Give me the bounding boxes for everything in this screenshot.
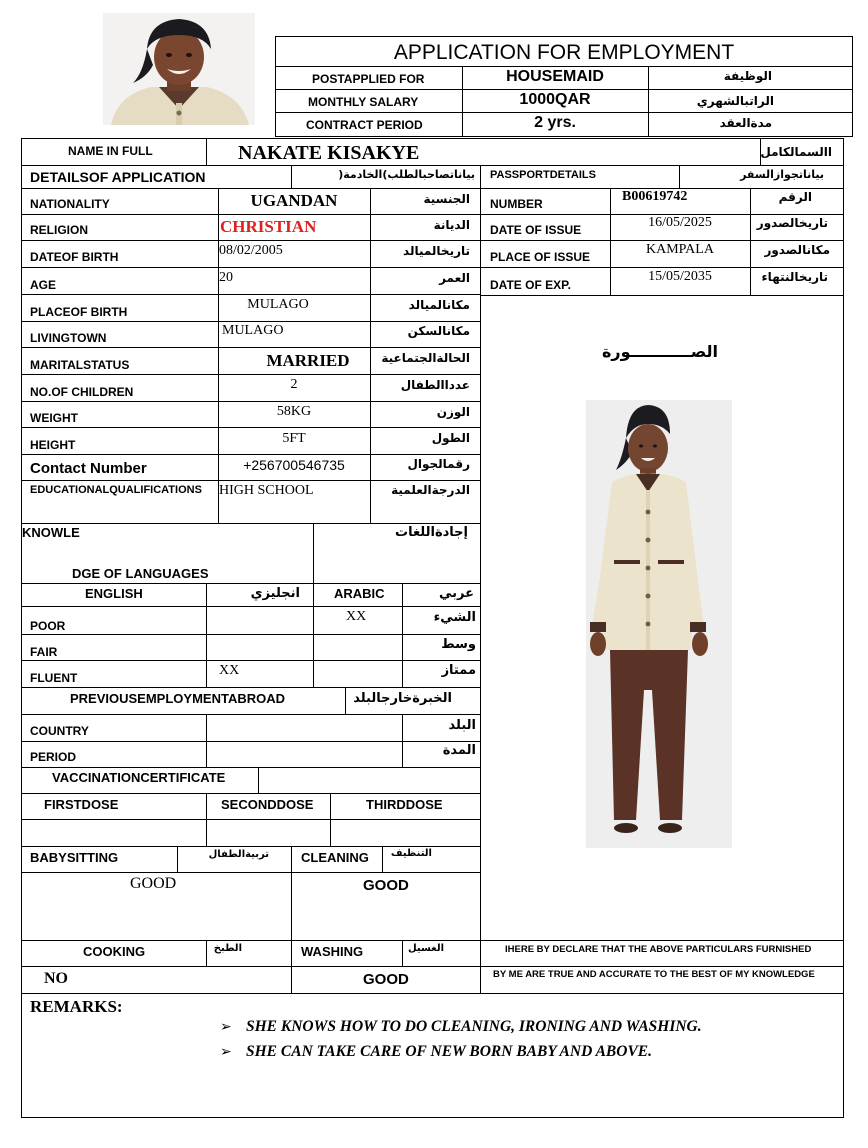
washing-label: WASHING: [301, 944, 364, 959]
contact-label: Contact Number: [30, 460, 147, 477]
education-label: EDUCATIONALQUALIFICATIONS: [30, 484, 202, 496]
contract-period-arabic: مدةالعقد: [719, 116, 772, 130]
passport-heading: PASSPORTDETAILS: [490, 169, 596, 181]
vaccination-heading: VACCINATIONCERTIFICATE: [52, 770, 226, 785]
fluent-label: FLUENT: [30, 671, 78, 685]
place-of-birth-arabic: مكانالميالد: [408, 298, 470, 312]
remark-bullet-2: ➢: [220, 1043, 232, 1059]
place-of-issue-value: KAMPALA: [646, 242, 714, 257]
arabic-header-arabic: عربي: [438, 586, 474, 601]
passport-number-value: B00619742: [622, 189, 688, 204]
photo-caption: الصـــــــــــورة: [601, 342, 719, 361]
education-value: HIGH SCHOOL: [219, 483, 314, 498]
previous-employment-arabic: الخبرةخارجالبلد: [353, 691, 452, 706]
dob-value: 08/02/2005: [219, 243, 283, 258]
post-applied-label: POSTAPPLIED FOR: [312, 72, 425, 86]
name-label: NAME IN FULL: [68, 144, 153, 158]
passport-number-label: NUMBER: [490, 197, 543, 211]
contract-period-label: CONTRACT PERIOD: [306, 118, 423, 132]
remark-bullet-1: ➢: [220, 1018, 232, 1034]
fair-label: FAIR: [30, 645, 58, 659]
cooking-arabic: الطبخ: [213, 943, 242, 954]
country-arabic: البلد: [448, 718, 476, 733]
nationality-value: UGANDAN: [250, 191, 338, 210]
passport-heading-arabic: بياناتجوازالسفر: [740, 168, 824, 181]
age-arabic: العمر: [439, 271, 470, 285]
cleaning-value: GOOD: [363, 877, 409, 894]
details-heading-arabic: بياناتصاحبالطلب)الخادمة(: [338, 168, 475, 181]
english-header: ENGLISH: [85, 586, 143, 601]
age-label: AGE: [30, 278, 57, 292]
monthly-salary-label: MONTHLY SALARY: [308, 95, 419, 109]
children-label: NO.OF CHILDREN: [30, 385, 134, 399]
religion-arabic: الديانة: [433, 218, 470, 232]
level-none-arabic: الشيء: [433, 610, 476, 625]
full-body-photo: [586, 400, 732, 848]
babysitting-value: GOOD: [130, 875, 177, 892]
babysitting-arabic: تربيةالطفال: [208, 849, 269, 860]
living-town-value: MULAGO: [222, 323, 284, 338]
marital-status-label: MARITALSTATUS: [30, 358, 130, 372]
dob-arabic: تاريخالميالد: [403, 244, 470, 258]
children-arabic: عدداالطفال: [400, 378, 470, 392]
living-town-label: LIVINGTOWN: [30, 331, 107, 345]
languages-heading-part2: DGE OF LANGUAGES: [72, 566, 209, 581]
remark-item-2: SHE CAN TAKE CARE OF NEW BORN BABY AND ABOVE.: [246, 1043, 652, 1060]
post-applied-value: HOUSEMAID: [506, 68, 604, 85]
second-dose-label: SECONDDOSE: [221, 797, 314, 812]
passport-number-arabic: الرقم: [778, 190, 812, 204]
place-of-birth-label: PLACEOF BIRTH: [30, 305, 128, 319]
post-applied-arabic: الوظيفة: [723, 69, 772, 83]
poor-label: POOR: [30, 619, 66, 633]
religion-label: RELIGION: [30, 223, 89, 237]
fluent-arabic: ممتاز: [441, 663, 476, 678]
children-value: 2: [290, 377, 298, 392]
languages-heading-arabic: إجادةاللغات: [395, 525, 468, 540]
place-of-issue-label: PLACE OF ISSUE: [490, 250, 591, 264]
cleaning-label: CLEANING: [301, 850, 369, 865]
place-of-birth-value: MULAGO: [247, 297, 309, 312]
english-header-arabic: انجليزي: [250, 586, 300, 601]
height-value: 5FT: [282, 431, 306, 446]
marital-status-value: MARRIED: [266, 351, 350, 370]
remark-item-1: SHE KNOWS HOW TO DO CLEANING, IRONING AND WASHING.: [246, 1018, 702, 1035]
religion-value: CHRISTIAN: [220, 217, 317, 236]
name-arabic: االسمالكامل: [760, 145, 832, 159]
declaration-line-1: IHERE BY DECLARE THAT THE ABOVE PARTICULARS FURNISHED: [505, 944, 812, 955]
height-label: HEIGHT: [30, 438, 76, 452]
applicant-name: NAKATE KISAKYE: [238, 142, 420, 164]
contact-arabic: رقمالجوال: [407, 457, 470, 471]
washing-arabic: الغسيل: [407, 943, 444, 954]
place-of-issue-arabic: مكانالصدور: [764, 243, 830, 257]
marital-status-arabic: الحالةالجتماعية: [381, 351, 470, 365]
cleaning-arabic: التنظيف: [390, 848, 432, 859]
issue-date-label: DATE OF ISSUE: [490, 223, 582, 237]
cooking-value: NO: [44, 970, 68, 987]
living-town-arabic: مكانالسكن: [407, 324, 470, 338]
country-label: COUNTRY: [30, 724, 89, 738]
languages-heading-part1: KNOWLE: [22, 525, 80, 540]
details-heading: DETAILSOF APPLICATION: [30, 169, 206, 185]
height-arabic: الطول: [431, 431, 470, 445]
third-dose-label: THIRDDOSE: [366, 797, 443, 812]
nationality-label: NATIONALITY: [30, 197, 110, 211]
previous-employment-heading: PREVIOUSEMPLOYMENTABROAD: [70, 691, 285, 706]
cooking-label: COOKING: [83, 944, 146, 959]
issue-date-value: 16/05/2025: [648, 215, 712, 230]
declaration-line-2: BY ME ARE TRUE AND ACCURATE TO THE BEST OF MY KNOWLEDGE: [493, 969, 815, 980]
english-fluent-mark: XX: [219, 663, 240, 678]
arabic-level-mark: XX: [346, 609, 367, 624]
contract-period-value: 2 yrs.: [534, 114, 576, 131]
issue-date-arabic: تاريخالصدور: [756, 216, 828, 230]
first-dose-label: FIRSTDOSE: [44, 797, 119, 812]
monthly-salary-value: 1000QAR: [519, 91, 591, 108]
expiry-date-label: DATE OF EXP.: [490, 278, 571, 292]
weight-arabic: الوزن: [436, 405, 470, 419]
washing-value: GOOD: [363, 971, 409, 988]
fair-arabic: وسط: [441, 637, 476, 652]
weight-label: WEIGHT: [30, 411, 78, 425]
arabic-header: ARABIC: [334, 586, 385, 601]
expiry-date-value: 15/05/2035: [648, 269, 712, 284]
dob-label: DATEOF BIRTH: [30, 250, 119, 264]
period-label: PERIOD: [30, 750, 77, 764]
age-value: 20: [219, 270, 233, 285]
period-arabic: المدة: [442, 743, 476, 758]
weight-value: 58KG: [276, 404, 312, 419]
expiry-date-arabic: تاريخالنتهاء: [761, 270, 828, 284]
nationality-arabic: الجنسية: [423, 192, 470, 206]
monthly-salary-arabic: الراتبالشهري: [696, 94, 774, 108]
remarks-label: REMARKS:: [30, 997, 123, 1016]
education-arabic: الدرجةالعلمية: [391, 483, 470, 497]
babysitting-label: BABYSITTING: [30, 850, 119, 865]
page-title: APPLICATION FOR EMPLOYMENT: [393, 41, 735, 64]
contact-value: +256700546735: [243, 457, 345, 473]
portrait-photo: [103, 13, 255, 125]
